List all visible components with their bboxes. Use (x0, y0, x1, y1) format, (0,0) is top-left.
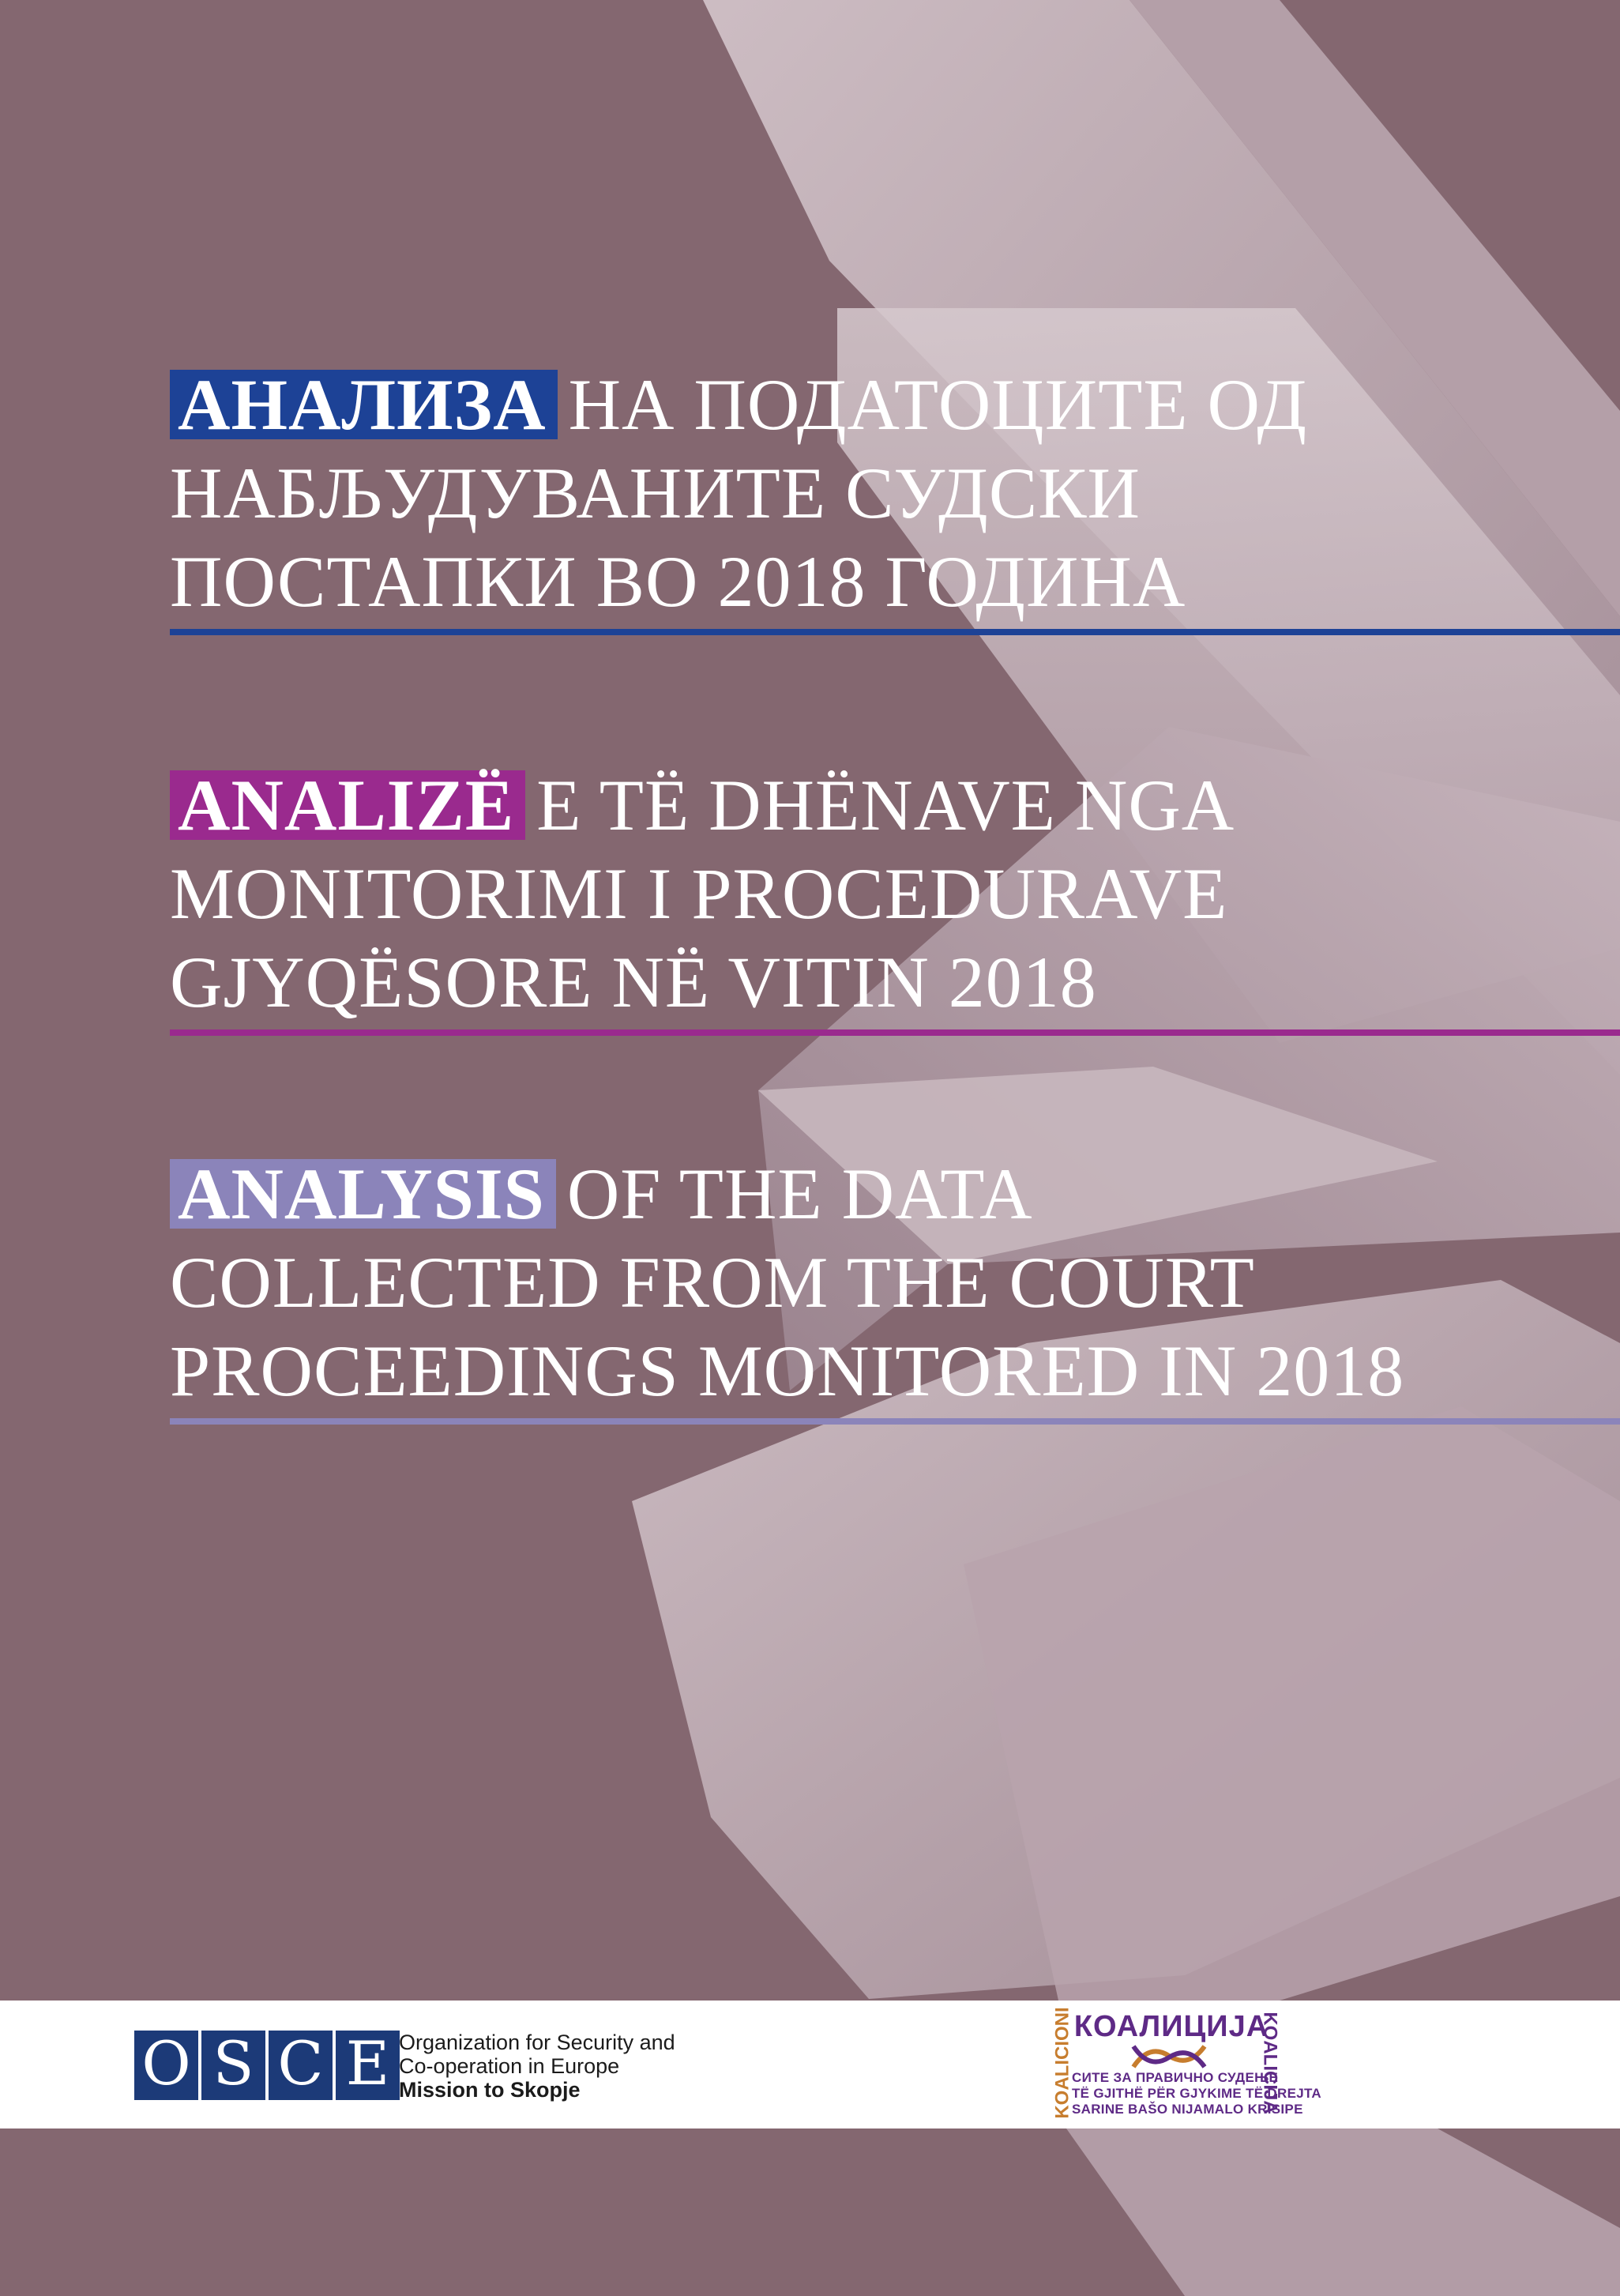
title-mk-highlight: АНАЛИЗА (170, 370, 558, 439)
title-sq-line1-rest: E TË DHËNAVE NGA (536, 765, 1235, 845)
osce-name-line1: Organization for Security and (399, 2031, 675, 2054)
title-block-macedonian (170, 360, 1620, 626)
title-block-albanian (170, 761, 1620, 1026)
title-mk-rule (170, 629, 1620, 635)
koalicija-emblem-icon (1126, 2043, 1212, 2070)
title-mk-line3: ПОСТАПКИ ВО 2018 ГОДИНА (170, 541, 1186, 622)
title-mk-line1-rest: НА ПОДАТОЦИТЕ ОД (568, 364, 1308, 445)
title-en-line1-rest: OF THE DATA (566, 1154, 1033, 1234)
title-sq-highlight: ANALIZË (170, 770, 525, 840)
title-en-line3: PROCEEDINGS MONITORED IN 2018 (170, 1331, 1405, 1411)
title-mk-line1 (170, 360, 1620, 449)
title-en-highlight: ANALYSIS (170, 1159, 556, 1229)
title-block-english (170, 1150, 1620, 1415)
koalicija-logo (1051, 2007, 1321, 2123)
osce-letter-o: O (134, 2031, 198, 2100)
koalicija-title: КОАЛИЦИЈА (1073, 2010, 1269, 2043)
osce-letter-c: C (269, 2031, 333, 2100)
title-sq-line2: MONITORIMI I PROCEDURAVE (170, 853, 1228, 934)
koalicija-right-vertical-text: KOALICIJA (1259, 2012, 1281, 2114)
title-en-line2: COLLECTED FROM THE COURT (170, 1242, 1255, 1323)
koalicija-line-rom: SARINE BAŠO NIJAMALO KRISIPE (1072, 2102, 1303, 2117)
title-sq-line3: GJYQËSORE NË VITIN 2018 (170, 942, 1097, 1022)
osce-letter-s: S (201, 2031, 265, 2100)
title-sq-line1 (170, 761, 1620, 849)
title-en-line1 (170, 1150, 1620, 1238)
koalicija-line-mk: СИТЕ ЗА ПРАВИЧНО СУДЕЊЕ (1072, 2070, 1279, 2085)
osce-name-line2: Co-operation in Europe (399, 2054, 620, 2078)
footer-logo-bar (0, 2001, 1620, 2129)
osce-letter-e: E (336, 2031, 400, 2100)
osce-logo (134, 2028, 403, 2102)
osce-mission-name: Mission to Skopje (399, 2078, 581, 2102)
title-sq-rule (170, 1029, 1620, 1036)
title-mk-line2: НАБЉУДУВАНИТЕ СУДСКИ (170, 453, 1141, 533)
koalicija-line-sq: TË GJITHË PËR GJYKIME TË DREJTA (1072, 2086, 1321, 2101)
title-en-rule (170, 1418, 1620, 1425)
ribbon-band-bottom (1066, 2129, 1620, 2296)
osce-organization-name (399, 2031, 675, 2102)
koalicija-left-vertical-text: KOALICIONI (1051, 2007, 1073, 2119)
